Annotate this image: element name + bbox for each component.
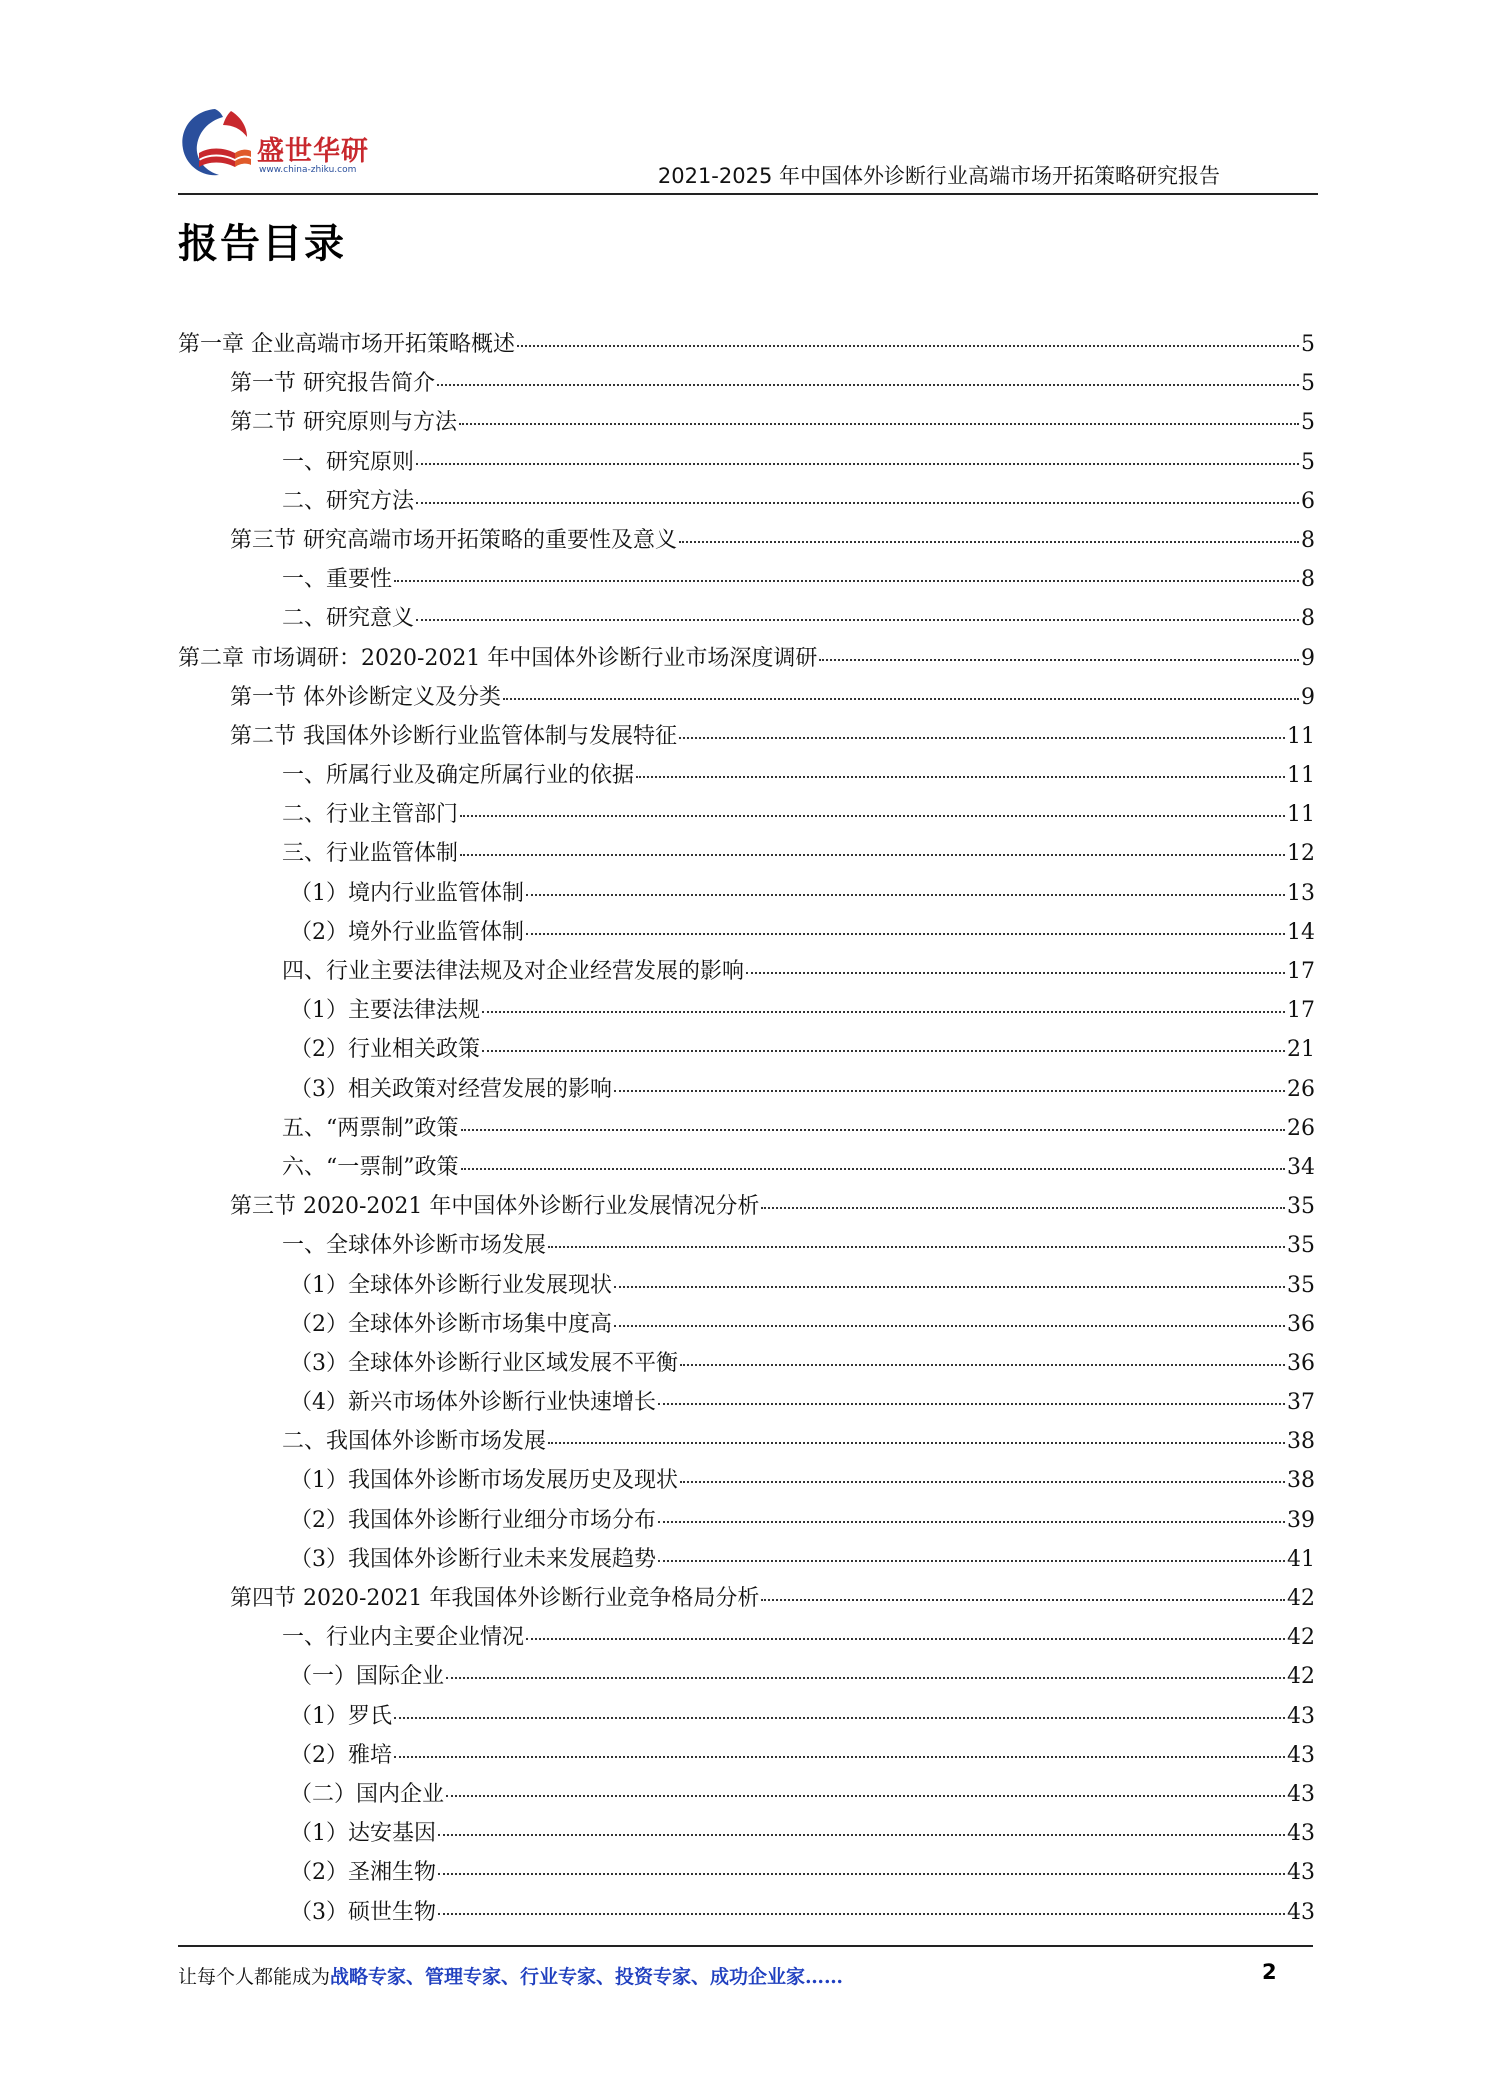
toc-entry-title: （1）达安基因 [290,1821,436,1847]
toc-entry[interactable] [178,1618,1315,1657]
toc-entry-title: （一）国际企业 [290,1664,445,1690]
toc-entry-title: （3）硕世生物 [290,1899,436,1925]
footer-slogan [178,1962,843,1989]
toc-entry-page: 38 [1287,1429,1315,1455]
toc-dot-leader [658,1403,1285,1405]
toc-dot-leader [394,1756,1285,1758]
toc-entry-title: 一、全球体外诊断市场发展 [282,1233,547,1259]
toc-entry[interactable] [178,403,1315,442]
logo-mark-icon [175,103,255,183]
toc-dot-leader [416,502,1299,504]
toc-dot-leader [526,894,1285,896]
toc-entry-title: 二、研究意义 [282,606,415,632]
toc-entry-page: 5 [1301,332,1315,357]
toc-entry[interactable] [178,1187,1315,1226]
toc-dot-leader [614,1325,1285,1327]
toc-entry-title: （3）相关政策对经营发展的影响 [290,1076,612,1102]
toc-entry-page: 39 [1287,1507,1315,1533]
toc-dot-leader [460,815,1285,817]
toc-dot-leader [548,1246,1285,1248]
toc-entry[interactable] [178,1226,1315,1265]
toc-entry-title: 第四节 2020-2021 年我国体外诊断行业竞争格局分析 [230,1586,760,1611]
toc-entry-title: 第一节 体外诊断定义及分类 [230,684,501,710]
toc-dot-leader [482,1050,1285,1052]
toc-entry-page: 8 [1301,606,1315,632]
toc-entry-page: 5 [1301,449,1315,475]
toc-entry[interactable] [178,1540,1315,1579]
toc-entry-page: 26 [1287,1076,1315,1102]
toc-entry-page: 43 [1287,1703,1315,1729]
toc-entry-title: 一、行业内主要企业情况 [282,1625,525,1651]
toc-dot-leader [461,1129,1286,1131]
toc-entry[interactable] [178,1657,1315,1696]
toc-dot-leader [746,972,1285,974]
toc-entry-title: （2）行业相关政策 [290,1037,480,1063]
toc-entry[interactable] [178,639,1315,678]
toc-entry[interactable] [178,1422,1315,1461]
toc-dot-leader [416,619,1299,621]
toc-entry[interactable] [178,874,1315,913]
toc-entry-title: （4）新兴市场体外诊断行业快速增长 [290,1390,656,1416]
toc-entry[interactable] [178,482,1315,521]
toc-entry-title: （1）全球体外诊断行业发展现状 [290,1272,612,1298]
toc-dot-leader [438,1913,1285,1915]
toc-entry[interactable] [178,1853,1315,1892]
toc-entry-page: 43 [1287,1742,1315,1768]
toc-dot-leader [446,1677,1285,1679]
toc-entry[interactable] [178,1109,1315,1148]
toc-dot-leader [394,580,1299,582]
toc-entry-page: 37 [1287,1390,1315,1416]
toc-entry[interactable] [178,717,1315,756]
toc-dot-leader [680,1364,1285,1366]
toc-entry-title: 五、“两票制”政策 [282,1115,459,1141]
toc-dot-leader [416,463,1299,465]
toc-entry[interactable] [178,1305,1315,1344]
toc-entry-title: （1）罗氏 [290,1703,392,1729]
toc-entry-title: 一、研究原则 [282,449,415,475]
toc-dot-leader [461,1168,1286,1170]
toc-entry-title: 第二章 市场调研：2020-2021 年中国体外诊断行业市场深度调研 [178,645,818,671]
toc-entry[interactable] [178,991,1315,1030]
toc-entry-title: （二）国内企业 [290,1781,445,1807]
toc-entry-title: （2）境外行业监管体制 [290,919,524,945]
toc-entry-title: 第三节 研究高端市场开拓策略的重要性及意义 [230,527,677,553]
toc-dot-leader [658,1521,1285,1523]
toc-entry-page: 42 [1287,1664,1315,1690]
toc-dot-leader [679,737,1285,739]
toc-entry-title: 四、行业主要法律法规及对企业经营发展的影响 [282,959,745,984]
toc-entry[interactable] [178,1501,1315,1540]
toc-entry-title: 第一章 企业高端市场开拓策略概述 [178,332,515,357]
toc-entry-title: 二、行业主管部门 [282,802,459,828]
toc-entry-title: 一、重要性 [282,567,393,593]
toc-entry[interactable] [178,1461,1315,1500]
toc-entry[interactable] [178,1697,1315,1736]
toc-dot-leader [446,1795,1285,1797]
toc-dot-leader [658,1560,1285,1562]
toc-dot-leader [517,345,1299,347]
toc-entry-page: 17 [1287,959,1315,984]
toc-dot-leader [438,1873,1285,1875]
toc-entry[interactable] [178,1148,1315,1187]
toc-entry-page: 35 [1287,1194,1315,1220]
toc-entry-title: （1）主要法律法规 [290,998,480,1024]
toc-entry-title: 三、行业监管体制 [282,841,459,867]
toc-entry[interactable] [178,834,1315,873]
toc-entry-title: （2）我国体外诊断行业细分市场分布 [290,1507,656,1533]
toc-dot-leader [548,1442,1285,1444]
toc-entry-title: （2）圣湘生物 [290,1860,436,1886]
toc-entry-page: 17 [1287,998,1315,1024]
toc-dot-leader [394,1717,1285,1719]
toc-entry-page: 41 [1287,1546,1315,1572]
toc-entry[interactable] [178,795,1315,834]
toc-entry[interactable] [178,952,1315,991]
header-divider [178,193,1318,195]
toc-entry-title: 二、研究方法 [282,488,415,514]
toc-entry[interactable] [178,1030,1315,1069]
toc-dot-leader [761,1599,1285,1601]
toc-dot-leader [614,1090,1285,1092]
toc-entry-page: 14 [1287,919,1315,945]
toc-entry[interactable] [178,1579,1315,1618]
toc-entry-page: 12 [1287,841,1315,867]
toc-entry-page: 13 [1287,880,1315,906]
toc-entry[interactable] [178,599,1315,638]
toc-entry-page: 34 [1287,1154,1315,1180]
toc-entry-page: 8 [1301,567,1315,593]
toc-entry-title: 第二节 研究原则与方法 [230,410,457,436]
toc-entry[interactable] [178,913,1315,952]
toc-entry[interactable] [178,1344,1315,1383]
toc-entry[interactable] [178,1736,1315,1775]
toc-dot-leader [819,659,1299,661]
toc-entry[interactable] [178,1266,1315,1305]
toc-entry-page: 26 [1287,1115,1315,1141]
toc-entry-title: （2）雅培 [290,1742,392,1768]
table-of-contents [178,325,1315,1932]
toc-dot-leader [614,1286,1285,1288]
toc-entry-title: 二、我国体外诊断市场发展 [282,1429,547,1455]
logo-name: 盛世华研 [257,136,369,167]
slogan-highlight: 战略专家、管理专家、行业专家、投资专家、成功企业家…… [330,1966,844,1988]
toc-entry[interactable] [178,1814,1315,1853]
toc-entry-title: （1）我国体外诊断市场发展历史及现状 [290,1468,678,1494]
toc-entry-title: （3）我国体外诊断行业未来发展趋势 [290,1546,656,1572]
toc-entry[interactable] [178,521,1315,560]
toc-entry-title: （2）全球体外诊断市场集中度高 [290,1311,612,1337]
toc-entry-title: 一、所属行业及确定所属行业的依据 [282,763,635,789]
toc-entry-page: 36 [1287,1350,1315,1376]
toc-entry-page: 8 [1301,527,1315,553]
toc-entry-page: 35 [1287,1272,1315,1298]
toc-entry-page: 9 [1301,645,1315,671]
toc-entry[interactable] [178,325,1315,364]
toc-entry[interactable] [178,678,1315,717]
toc-entry-page: 21 [1287,1037,1315,1063]
toc-entry-title: 第一节 研究报告简介 [230,371,435,397]
toc-entry-title: 第二节 我国体外诊断行业监管体制与发展特征 [230,723,677,749]
toc-entry-page: 5 [1301,371,1315,397]
toc-dot-leader [482,1011,1285,1013]
toc-dot-leader [680,1481,1285,1483]
toc-entry-title: （3）全球体外诊断行业区域发展不平衡 [290,1350,678,1376]
toc-entry[interactable] [178,560,1315,599]
toc-entry-page: 38 [1287,1468,1315,1494]
toc-dot-leader [526,1638,1285,1640]
toc-dot-leader [636,776,1285,778]
toc-entry[interactable] [178,364,1315,403]
company-logo [175,103,385,183]
toc-entry[interactable] [178,1383,1315,1422]
toc-dot-leader [459,423,1299,425]
toc-entry-page: 43 [1287,1781,1315,1807]
toc-entry-page: 43 [1287,1821,1315,1847]
toc-entry-title: 六、“一票制”政策 [282,1154,459,1180]
toc-entry-page: 11 [1287,723,1315,749]
toc-entry[interactable] [178,443,1315,482]
toc-entry-page: 5 [1301,410,1315,436]
toc-dot-leader [438,1834,1285,1836]
footer-divider [178,1945,1313,1947]
toc-entry-page: 36 [1287,1311,1315,1337]
toc-entry[interactable] [178,1775,1315,1814]
toc-dot-leader [526,933,1285,935]
toc-entry-page: 42 [1287,1586,1315,1611]
toc-dot-leader [460,854,1285,856]
toc-dot-leader [679,541,1299,543]
toc-entry-page: 43 [1287,1899,1315,1925]
logo-url: www.china-zhiku.com [259,165,357,175]
toc-entry[interactable] [178,756,1315,795]
toc-dot-leader [437,384,1299,386]
toc-entry-title: 第三节 2020-2021 年中国体外诊断行业发展情况分析 [230,1194,760,1220]
toc-entry[interactable] [178,1893,1315,1932]
toc-entry-title: （1）境内行业监管体制 [290,880,524,906]
toc-entry-page: 35 [1287,1233,1315,1259]
toc-dot-leader [761,1207,1285,1209]
report-title: 2021-2025 年中国体外诊断行业高端市场开拓策略研究报告 [657,164,1220,188]
toc-entry-page: 43 [1287,1860,1315,1886]
page-number: 2 [1262,1960,1277,1984]
toc-entry-page: 11 [1287,802,1315,828]
toc-entry-page: 11 [1287,763,1315,789]
toc-dot-leader [503,698,1299,700]
toc-entry[interactable] [178,1070,1315,1109]
slogan-lead: 让每个人都能成为 [178,1966,331,1988]
toc-entry-page: 6 [1301,488,1315,514]
page-title: 报告目录 [178,221,346,267]
toc-entry-page: 42 [1287,1625,1315,1651]
toc-entry-page: 9 [1301,684,1315,710]
